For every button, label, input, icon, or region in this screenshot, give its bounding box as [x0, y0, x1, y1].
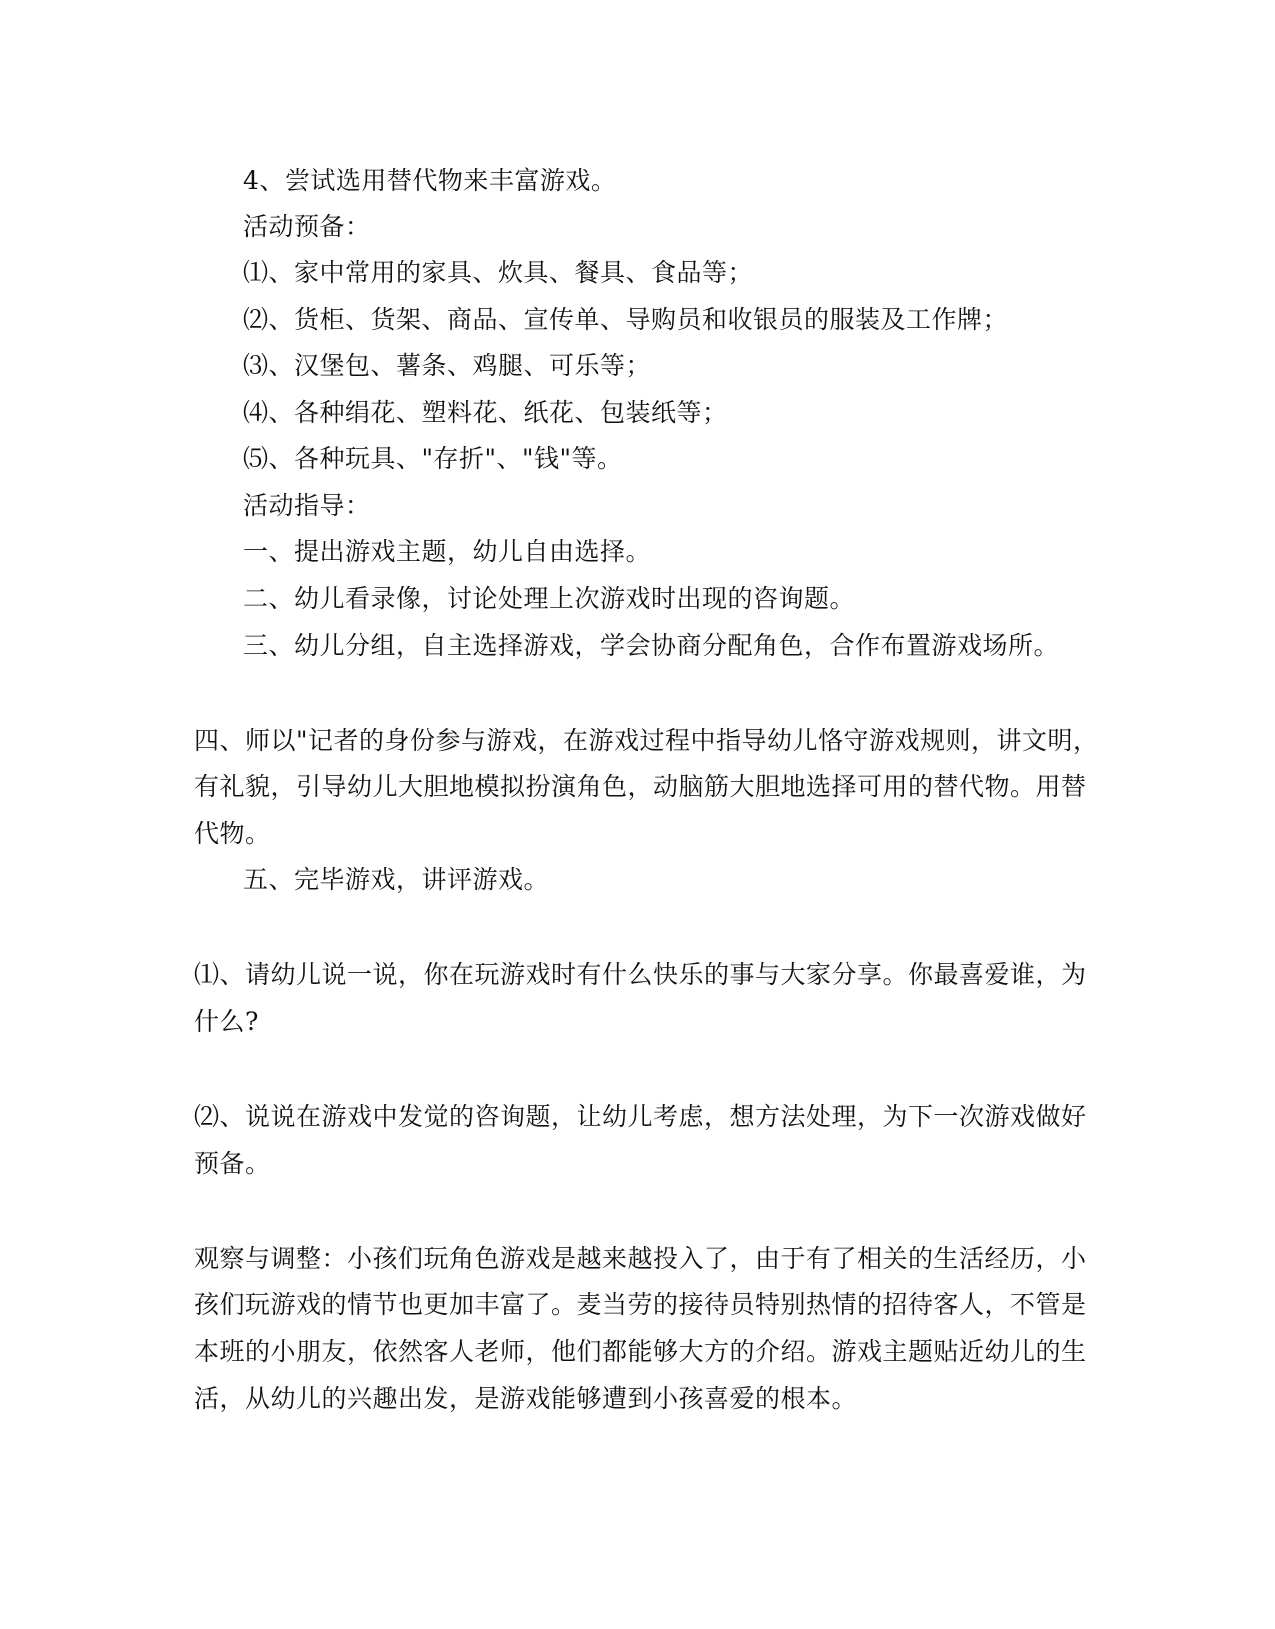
observation-line: 本班的小朋友，依然客人老师，他们都能够大方的介绍。游戏主题贴近幼儿的生	[194, 1337, 1087, 1366]
observation-line: 孩们玩游戏的情节也更加丰富了。麦当劳的接待员特别热情的招待客人，不管是	[194, 1290, 1087, 1319]
guide-step: 一、提出游戏主题，幼儿自由选择。	[243, 537, 652, 566]
step-4-line: 有礼貌，引导幼儿大胆地模拟扮演角色，动脑筋大胆地选择可用的替代物。用替	[194, 772, 1087, 801]
prep-item: ⑶、汉堡包、薯条、鸡腿、可乐等；	[243, 351, 652, 380]
guide-step: 三、幼儿分组，自主选择游戏，学会协商分配角色，合作布置游戏场所。	[243, 631, 1060, 660]
guide-heading: 活动指导：	[243, 491, 371, 520]
observation-line: 活，从幼儿的兴趣出发，是游戏能够遭到小孩喜爱的根本。	[194, 1384, 858, 1413]
step-4-line: 代物。	[194, 819, 271, 848]
prep-item: ⑷、各种绢花、塑料花、纸花、包装纸等；	[243, 398, 728, 427]
review-1-line: 什么?	[194, 1007, 259, 1036]
prep-heading: 活动预备：	[243, 212, 371, 241]
prep-item: ⑴、家中常用的家具、炊具、餐具、食品等；	[243, 258, 754, 287]
goal-item: 4、尝试选用替代物来丰富游戏。	[243, 166, 617, 195]
step-5: 五、完毕游戏，讲评游戏。	[243, 865, 550, 894]
observation-line: 观察与调整：小孩们玩角色游戏是越来越投入了，由于有了相关的生活经历，小	[194, 1244, 1087, 1273]
step-4-line: 四、师以"记者的身份参与游戏，在游戏过程中指导幼儿恪守游戏规则，讲文明，	[194, 726, 1099, 755]
prep-item: ⑸、各种玩具、"存折"、"钱"等。	[243, 444, 623, 473]
review-2-line: 预备。	[194, 1149, 271, 1178]
guide-step: 二、幼儿看录像，讨论处理上次游戏时出现的咨询题。	[243, 584, 856, 613]
prep-item: ⑵、货柜、货架、商品、宣传单、导购员和收银员的服装及工作牌；	[243, 305, 1009, 334]
review-1-line: ⑴、请幼儿说一说，你在玩游戏时有什么快乐的事与大家分享。你最喜爱谁，为	[194, 960, 1087, 989]
review-2-line: ⑵、说说在游戏中发觉的咨询题，让幼儿考虑，想方法处理，为下一次游戏做好	[194, 1102, 1087, 1131]
